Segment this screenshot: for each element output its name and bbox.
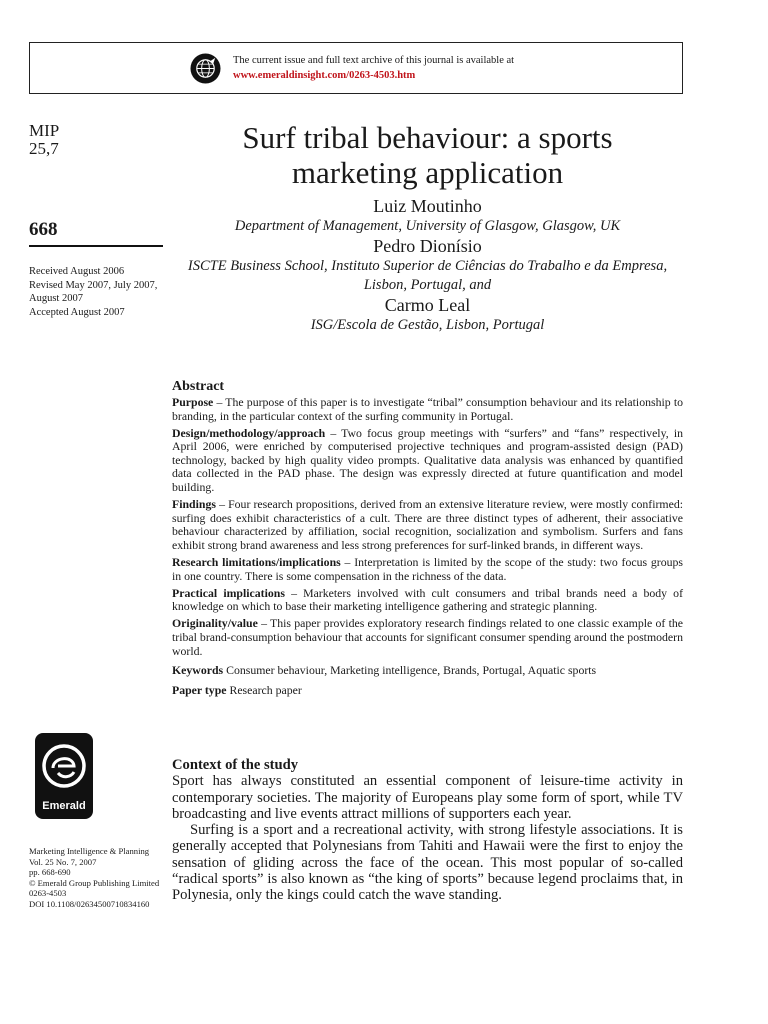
author-name: Carmo Leal <box>384 295 471 315</box>
author-list <box>172 196 683 335</box>
pub-line: © Emerald Group Publishing Limited <box>29 877 160 888</box>
banner-text <box>233 53 514 83</box>
paper-type-text: Research paper <box>226 682 302 697</box>
context-section <box>172 757 683 904</box>
section-label: Purpose <box>172 395 214 409</box>
keywords-text: Consumer behaviour, Marketing intelligence, Brands, Portugal, Aquatic sports <box>223 663 597 678</box>
pub-line: Vol. 25 No. 7, 2007 <box>29 856 97 867</box>
author-name: Pedro Dionísio <box>373 236 482 256</box>
abstract <box>172 378 683 701</box>
pub-line: 0263-4503 <box>29 888 67 899</box>
abstract-heading: Abstract <box>172 379 225 394</box>
body-paragraph: Sport has always constituted an essential component of leisure-time activity in contemporary societies. The majority of Europeans play some form of sport, while TV broadcasting and live events attract millions of supporters each year. <box>172 773 683 822</box>
section-text: – Two focus group meetings with “surfers” and “fans” respectively, in April 2006, were enriched by computerised projective techniques and program-assisted design (PAD) technology, backed by high quality video prompts. Qualitative data analysis was enhanced by quantified data collected in the PAD phase. The design was expressly directed at future quantification and model building. <box>172 425 683 495</box>
section-text: – The purpose of this paper is to investigate “tribal” consumption behaviour and its relationship to branding, in the particular context of the surfing community in Portugal. <box>172 395 683 423</box>
logo-text: Emerald <box>42 800 86 812</box>
abstract-practical <box>172 587 683 614</box>
pub-line: pp. 668-690 <box>29 867 71 878</box>
paper-type-label: Paper type <box>172 682 227 697</box>
article-title <box>172 120 683 190</box>
title-line: marketing application <box>291 155 564 190</box>
received-dates <box>29 265 169 319</box>
volume-issue: 25,7 <box>29 139 59 158</box>
journal-code <box>29 122 59 158</box>
section-text: – Four research propositions, derived from an extensive literature review, were mostly confirmed: surfing does exhibit characteristics of a cult. There are three distinct types of adherent, their associative behaviour characterized by affiliation, social recognition, socialization and symbolism. Surfers and fans exhibit strong brand awareness and less strong preferences for surf-linked brands, in different ways. <box>172 497 683 552</box>
section-label: Findings <box>172 497 216 512</box>
section-text: – Marketers involved with cult consumers and tribal brands need a body of knowledge on which to base their marketing intelligence gathering and strategic planning. <box>172 585 683 614</box>
date-line: Accepted August 2007 <box>29 306 125 318</box>
globe-icon <box>190 53 221 84</box>
page-number: 668 <box>29 219 58 240</box>
author-affiliation: ISG/Escola de Gestão, Lisbon, Portugal <box>310 317 545 333</box>
pub-line: Marketing Intelligence & Planning <box>29 846 150 856</box>
section-label: Practical implications <box>172 585 285 600</box>
paper-type <box>172 684 683 698</box>
author-name: Luiz Moutinho <box>373 196 482 216</box>
abstract-purpose <box>172 396 683 423</box>
section-label: Design/methodology/approach <box>172 425 326 440</box>
section-label: Research limitations/implications <box>172 555 341 570</box>
banner-line: The current issue and full text archive of this journal is available at <box>233 55 515 66</box>
abstract-findings <box>172 498 683 552</box>
pub-line: DOI 10.1108/02634500710834160 <box>29 898 150 909</box>
date-line: August 2007 <box>29 293 83 304</box>
author-affiliation: ISCTE Business School, Instituto Superior de Ciências do Trabalho e da Empresa, <box>187 258 668 274</box>
keywords <box>172 664 683 678</box>
abstract-originality <box>172 617 683 658</box>
journal-url-link[interactable]: www.emeraldinsight.com/0263-4503.htm <box>233 70 416 81</box>
keywords-label: Keywords <box>172 663 224 678</box>
abstract-design <box>172 427 683 495</box>
author-affiliation: Lisbon, Portugal, and <box>363 277 492 293</box>
journal-availability-banner <box>29 42 683 94</box>
journal-abbr: MIP <box>29 121 60 140</box>
title-line: Surf tribal behaviour: a sports <box>242 120 613 155</box>
date-line: Received August 2006 <box>29 266 125 277</box>
section-heading: Context of the study <box>172 757 299 773</box>
emerald-e-icon <box>35 737 93 797</box>
emerald-logo <box>35 733 93 819</box>
section-text: – This paper provides exploratory research findings related to one classic example of the tribal brand-consumption behaviour that accounts for significant consumer spending around the postmodern world. <box>172 616 683 658</box>
date-line: Revised May 2007, July 2007, <box>29 279 158 291</box>
publication-info <box>29 846 169 910</box>
body-paragraph: Surfing is a sport and a recreational activity, with strong lifestyle associations. It is generally accepted that Polynesians from Tahiti and Hawaii were the first to enjoy the sensation of gliding across the face of the ocean. This most popular of so-called “radical sports” is also known as “the king of sports” because legend proclaims that, in Polynesia, only the kings could catch the wave standing. <box>172 822 683 904</box>
sidebar-divider <box>29 245 163 247</box>
section-label: Originality/value <box>172 616 258 631</box>
author-affiliation: Department of Management, University of Glasgow, Glasgow, UK <box>234 218 621 234</box>
section-text: – Interpretation is limited by the scope of the study: two focus groups in one country. There is some compensation in the richness of the data. <box>172 555 683 583</box>
abstract-limitations <box>172 556 683 583</box>
